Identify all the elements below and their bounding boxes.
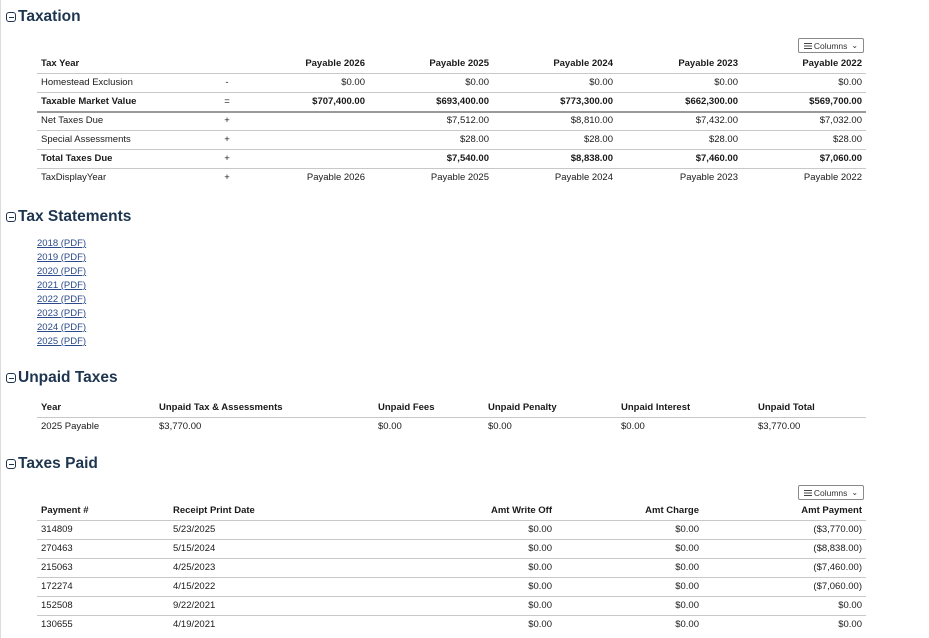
header-cell: Unpaid Penalty <box>488 402 557 413</box>
amt-payment: $0.00 <box>838 600 862 611</box>
amt-charge: $0.00 <box>675 581 699 592</box>
payment-number: 152508 <box>41 600 73 611</box>
cell: Payable 2026 <box>306 172 365 183</box>
amt-write-off: $0.00 <box>528 524 552 535</box>
cell: $569,700.00 <box>809 96 862 107</box>
amt-charge: $0.00 <box>675 619 699 630</box>
payment-number: 130655 <box>41 619 73 630</box>
tax-statement-pdf-link[interactable]: 2022 (PDF) <box>37 294 87 305</box>
payment-number: 172274 <box>41 581 73 592</box>
cell: $7,060.00 <box>819 153 862 164</box>
taxes-paid-columns-button[interactable]: Columns ⌄ <box>798 485 864 500</box>
cell: $28.00 <box>708 134 738 145</box>
amt-payment: ($7,060.00) <box>813 581 862 592</box>
collapse-icon[interactable] <box>6 212 16 222</box>
table-row <box>37 539 866 559</box>
receipt-date: 5/23/2025 <box>173 524 216 535</box>
cell: $8,810.00 <box>570 115 613 126</box>
cell: $8,838.00 <box>570 153 613 164</box>
row-operator: = <box>224 96 230 107</box>
header-cell: Payable 2022 <box>802 58 862 69</box>
cell: $0.00 <box>341 77 365 88</box>
row-label: Special Assessments <box>41 134 131 145</box>
payment-number: 270463 <box>41 543 73 554</box>
cell: $3,770.00 <box>159 421 202 432</box>
cell: $28.00 <box>583 134 613 145</box>
amt-charge: $0.00 <box>675 562 699 573</box>
row-label: Homestead Exclusion <box>41 77 133 88</box>
table-row <box>37 149 866 169</box>
row-operator: + <box>224 115 230 126</box>
table-row <box>37 558 866 578</box>
cell: $0.00 <box>378 421 402 432</box>
cell: $28.00 <box>832 134 862 145</box>
cell: $7,540.00 <box>446 153 489 164</box>
payment-number: 314809 <box>41 524 73 535</box>
tax-statements-title: Tax Statements <box>18 208 132 225</box>
table-row <box>37 73 866 93</box>
collapse-icon[interactable] <box>6 459 16 469</box>
cell: $7,032.00 <box>819 115 862 126</box>
tax-statement-pdf-link[interactable]: 2018 (PDF) <box>37 238 87 249</box>
tax-statements-section-toggle[interactable] <box>6 208 131 226</box>
amt-write-off: $0.00 <box>528 543 552 554</box>
list-icon <box>804 43 812 49</box>
tax-statement-pdf-link[interactable]: 2019 (PDF) <box>37 252 87 263</box>
header-cell: Unpaid Total <box>758 402 815 413</box>
tax-statement-pdf-link[interactable]: 2023 (PDF) <box>37 308 87 319</box>
table-row <box>37 520 866 540</box>
table-row <box>37 417 866 436</box>
amt-payment: ($8,838.00) <box>813 543 862 554</box>
row-label: Taxable Market Value <box>41 96 137 107</box>
cell: $693,400.00 <box>436 96 489 107</box>
amt-charge: $0.00 <box>675 524 699 535</box>
receipt-date: 4/25/2023 <box>173 562 216 573</box>
header-cell: Payment # <box>41 505 89 516</box>
cell: $3,770.00 <box>758 421 801 432</box>
header-cell: Year <box>41 402 62 413</box>
table-row <box>37 92 866 113</box>
taxation-columns-button[interactable]: Columns ⌄ <box>798 38 864 53</box>
table-row <box>37 596 866 616</box>
header-cell: Amt Write Off <box>490 505 552 516</box>
cell: 2025 Payable <box>41 421 100 432</box>
cell: $28.00 <box>459 134 489 145</box>
header-cell: Payable 2023 <box>678 58 738 69</box>
cell: $0.00 <box>465 77 489 88</box>
row-operator: - <box>225 77 229 88</box>
cell: $7,460.00 <box>695 153 738 164</box>
tax-statement-pdf-link[interactable]: 2024 (PDF) <box>37 322 87 333</box>
table-row <box>37 615 866 634</box>
receipt-date: 5/15/2024 <box>173 543 216 554</box>
row-operator: + <box>224 153 230 164</box>
payment-number: 215063 <box>41 562 73 573</box>
taxation-title: Taxation <box>18 8 81 25</box>
cell: $7,512.00 <box>446 115 489 126</box>
collapse-icon[interactable] <box>6 12 16 22</box>
row-label: Total Taxes Due <box>41 153 113 164</box>
unpaid-taxes-title: Unpaid Taxes <box>18 369 118 386</box>
header-cell: Tax Year <box>41 58 80 69</box>
amt-payment: ($3,770.00) <box>813 524 862 535</box>
row-label: Net Taxes Due <box>41 115 104 126</box>
amt-write-off: $0.00 <box>528 562 552 573</box>
header-cell: Receipt Print Date <box>173 505 255 516</box>
left-border <box>0 0 6 638</box>
amt-write-off: $0.00 <box>528 619 552 630</box>
cell: $0.00 <box>488 421 512 432</box>
cell: Payable 2022 <box>803 172 862 183</box>
unpaid-taxes-section-toggle[interactable] <box>6 369 118 387</box>
tax-statement-pdf-link[interactable]: 2021 (PDF) <box>37 280 87 291</box>
header-cell: Amt Charge <box>645 505 699 516</box>
chevron-down-icon: ⌄ <box>851 488 859 497</box>
list-icon <box>804 490 812 496</box>
tax-statement-pdf-link[interactable]: 2020 (PDF) <box>37 266 87 277</box>
chevron-down-icon: ⌄ <box>851 41 859 50</box>
cell: $707,400.00 <box>312 96 365 107</box>
cell: $0.00 <box>589 77 613 88</box>
cell: Payable 2023 <box>679 172 738 183</box>
cell: Payable 2024 <box>554 172 613 183</box>
cell: $7,432.00 <box>695 115 738 126</box>
table-header-row <box>37 54 866 74</box>
table-row <box>37 168 866 187</box>
amt-write-off: $0.00 <box>528 581 552 592</box>
taxation-section-toggle[interactable] <box>6 8 81 26</box>
table-row <box>37 130 866 150</box>
tax-statement-pdf-link[interactable]: 2025 (PDF) <box>37 336 87 347</box>
header-cell: Payable 2024 <box>553 58 613 69</box>
header-cell: Amt Payment <box>801 505 862 516</box>
amt-payment: $0.00 <box>838 619 862 630</box>
cell: $0.00 <box>621 421 645 432</box>
amt-charge: $0.00 <box>675 600 699 611</box>
table-row <box>37 111 866 131</box>
table-header-row <box>37 398 866 418</box>
cell: $662,300.00 <box>685 96 738 107</box>
amt-charge: $0.00 <box>675 543 699 554</box>
table-row <box>37 577 866 597</box>
cell: Payable 2025 <box>430 172 489 183</box>
table-header-row <box>37 501 866 521</box>
amt-write-off: $0.00 <box>528 600 552 611</box>
row-label: TaxDisplayYear <box>41 172 107 183</box>
row-operator: + <box>224 134 230 145</box>
receipt-date: 9/22/2021 <box>173 600 216 611</box>
collapse-icon[interactable] <box>6 373 16 383</box>
cell: $0.00 <box>838 77 862 88</box>
cell: $0.00 <box>714 77 738 88</box>
header-cell: Unpaid Tax & Assessments <box>159 402 283 413</box>
row-operator: + <box>224 172 230 183</box>
taxes-paid-section-toggle[interactable] <box>6 455 98 473</box>
header-cell: Payable 2026 <box>305 58 365 69</box>
cell: $773,300.00 <box>560 96 613 107</box>
header-cell: Payable 2025 <box>429 58 489 69</box>
header-cell: Unpaid Interest <box>621 402 691 413</box>
header-cell: Unpaid Fees <box>378 402 435 413</box>
taxes-paid-title: Taxes Paid <box>18 455 98 472</box>
receipt-date: 4/15/2022 <box>173 581 216 592</box>
receipt-date: 4/19/2021 <box>173 619 216 630</box>
amt-payment: ($7,460.00) <box>813 562 862 573</box>
